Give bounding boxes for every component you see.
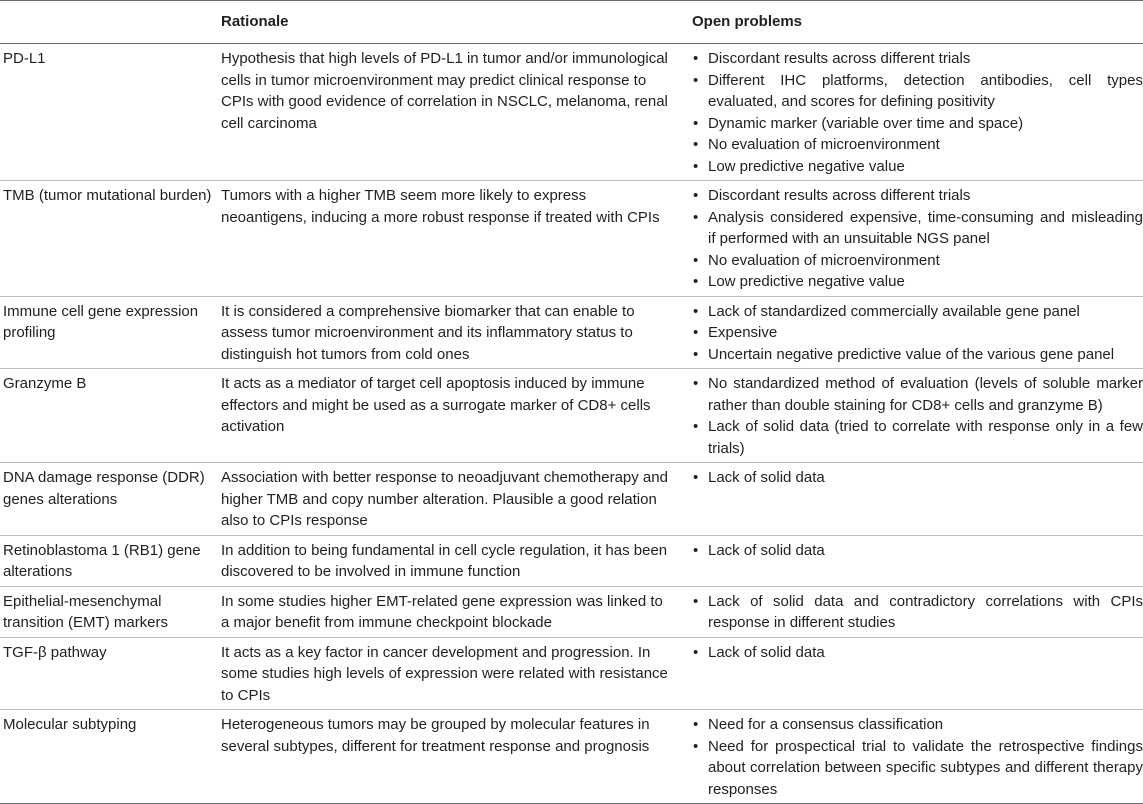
open-problem-text: Low predictive negative value [708,157,905,175]
bullet-icon: • [693,469,699,486]
list-item [692,373,1143,416]
open-problem-text: No standardized method of evaluation (levels of soluble marker rather than double staining for CD8+ cells and granzyme B) [708,375,1143,414]
rationale-cell [218,369,687,463]
table-body [0,44,1143,804]
bullet-icon: • [693,592,699,610]
rationale-text: In some studies higher EMT-related gene expression was linked to a major benefit from immune checkpoint blockade [221,592,663,631]
open-problem-text: Need for a consensus classification [708,716,944,733]
open-problems-list [692,467,1143,489]
list-item [692,540,1143,562]
bullet-icon: • [693,273,699,290]
bullet-icon: • [693,50,699,67]
rationale-text: It acts as a key factor in cancer development and progression. In some studies high levels of expression were related with resistance to CPIs [221,643,668,704]
open-problems-list [692,48,1143,177]
open-problems-list [692,373,1143,459]
bullet-icon: • [693,187,699,204]
bullet-icon: • [693,345,699,363]
marker-cell [0,296,218,369]
header-rationale: Rationale [218,1,687,44]
bullet-icon: • [693,251,699,269]
list-item [692,642,1143,664]
table-row [0,296,1143,369]
marker-name: Granzyme B [3,375,87,392]
table-row [0,369,1143,463]
list-item [692,467,1143,489]
marker-name: TGF-β pathway [3,643,107,661]
open-problem-text: No evaluation of microenvironment [708,251,940,269]
open-problem-text: Discordant results across different trials [708,187,971,204]
open-problems-list [692,301,1143,366]
table-row [0,535,1143,586]
rationale-text: Heterogeneous tumors may be grouped by molecular features in several subtypes, different for treatment response and prognosis [221,716,650,755]
open-problem-text: Need for prospectical trial to validate the retrospective findings about correlation between specific subtypes and different therapy responses [708,737,1143,798]
open-problem-text: Different IHC platforms, detection antibodies, cell types evaluated, and scores for defining positivity [708,71,1143,110]
rationale-cell [218,535,687,586]
bullet-icon: • [693,375,699,392]
rationale-text: In addition to being fundamental in cell cycle regulation, it has been discovered to be involved in immune function [221,541,668,580]
bullet-icon: • [693,302,699,320]
open-problem-text: Lack of solid data [708,469,825,486]
marker-cell [0,710,218,804]
open-problem-text: Lack of standardized commercially available gene panel [708,302,1080,320]
table-row [0,710,1143,804]
open-problems-cell [687,463,1143,536]
list-item [692,250,1143,272]
marker-cell [0,369,218,463]
rationale-cell [218,710,687,804]
open-problem-text: Dynamic marker (variable over time and space) [708,114,1024,132]
list-item [692,271,1143,293]
table-row [0,586,1143,637]
marker-cell [0,44,218,181]
bullet-icon: • [693,737,699,755]
rationale-cell [218,181,687,297]
rationale-text: Tumors with a higher TMB seem more likely to express neoantigens, inducing a more robust response if treated with CPIs [221,187,660,226]
marker-name: Immune cell gene expression profiling [3,302,199,341]
open-problem-text: Uncertain negative predictive value of the various gene panel [708,345,1115,363]
open-problems-cell [687,637,1143,710]
bullet-icon: • [693,324,699,341]
table-row [0,44,1143,181]
open-problems-list [692,642,1143,664]
marker-name: TMB (tumor mutational burden) [3,187,212,204]
list-item [692,416,1143,459]
open-problems-list [692,185,1143,293]
open-problem-text: Discordant results across different trials [708,50,971,67]
bullet-icon: • [693,716,699,733]
open-problem-text: No evaluation of microenvironment [708,136,940,153]
marker-cell [0,535,218,586]
bullet-icon: • [693,136,699,153]
header-open-problems: Open problems [687,1,1143,44]
bullet-icon: • [693,157,699,175]
marker-name: Molecular subtyping [3,716,137,733]
marker-cell [0,586,218,637]
open-problem-text: Lack of solid data and contradictory correlations with CPIs response in different studies [708,592,1143,631]
open-problems-cell [687,181,1143,297]
bullet-icon: • [693,418,699,435]
header-marker [0,1,218,44]
list-item [692,322,1143,344]
list-item [692,736,1143,801]
bullet-icon: • [693,541,699,559]
list-item [692,344,1143,366]
marker-cell [0,181,218,297]
open-problems-cell [687,710,1143,804]
list-item [692,70,1143,113]
open-problem-text: Low predictive negative value [708,273,905,290]
list-item [692,48,1143,70]
rationale-cell [218,296,687,369]
table-row [0,181,1143,297]
list-item [692,134,1143,156]
bullet-icon: • [693,208,699,226]
open-problem-text: Expensive [708,324,778,341]
table-header [0,1,1143,44]
marker-name: Retinoblastoma 1 (RB1) gene alterations [3,541,201,580]
open-problems-cell [687,44,1143,181]
bullet-icon: • [693,643,699,661]
rationale-cell [218,637,687,710]
rationale-text: Hypothesis that high levels of PD-L1 in tumor and/or immunological cells in tumor microenvironment may predict clinical response to CPIs with good evidence of correlation in NSCLC, melanoma, renal cell carcinoma [221,50,668,132]
list-item [692,156,1143,178]
open-problems-list [692,591,1143,634]
rationale-text: It is considered a comprehensive biomarker that can enable to assess tumor microenvironment and its inflammatory status to distinguish hot tumors from cold ones [221,302,635,363]
rationale-cell [218,586,687,637]
table-row [0,637,1143,710]
open-problem-text: Analysis considered expensive, time-consuming and misleading if performed with an unsuitable NGS panel [708,208,1143,247]
open-problem-text: Lack of solid data [708,541,825,559]
open-problems-cell [687,296,1143,369]
open-problems-list [692,714,1143,800]
rationale-text: It acts as a mediator of target cell apoptosis induced by immune effectors and might be used as a surrogate marker of CD8+ cells activation [221,375,651,435]
list-item [692,301,1143,323]
rationale-text: Association with better response to neoadjuvant chemotherapy and higher TMB and copy number alteration. Plausible a good relation also to CPIs response [221,469,668,529]
rationale-cell [218,463,687,536]
rationale-cell [218,44,687,181]
bullet-icon: • [693,71,699,89]
marker-name: DNA damage response (DDR) genes alterations [3,469,205,508]
table-row [0,463,1143,536]
list-item [692,714,1143,736]
list-item [692,185,1143,207]
marker-name: PD-L1 [3,50,46,67]
open-problems-cell [687,369,1143,463]
list-item [692,591,1143,634]
open-problems-list [692,540,1143,562]
marker-name: Epithelial-mesenchymal transition (EMT) markers [3,592,169,631]
list-item [692,113,1143,135]
open-problems-cell [687,535,1143,586]
bullet-icon: • [693,114,699,132]
open-problem-text: Lack of solid data [708,643,825,661]
open-problems-cell [687,586,1143,637]
marker-cell [0,463,218,536]
open-problem-text: Lack of solid data (tried to correlate with response only in a few trials) [708,418,1143,457]
list-item [692,207,1143,250]
marker-cell [0,637,218,710]
